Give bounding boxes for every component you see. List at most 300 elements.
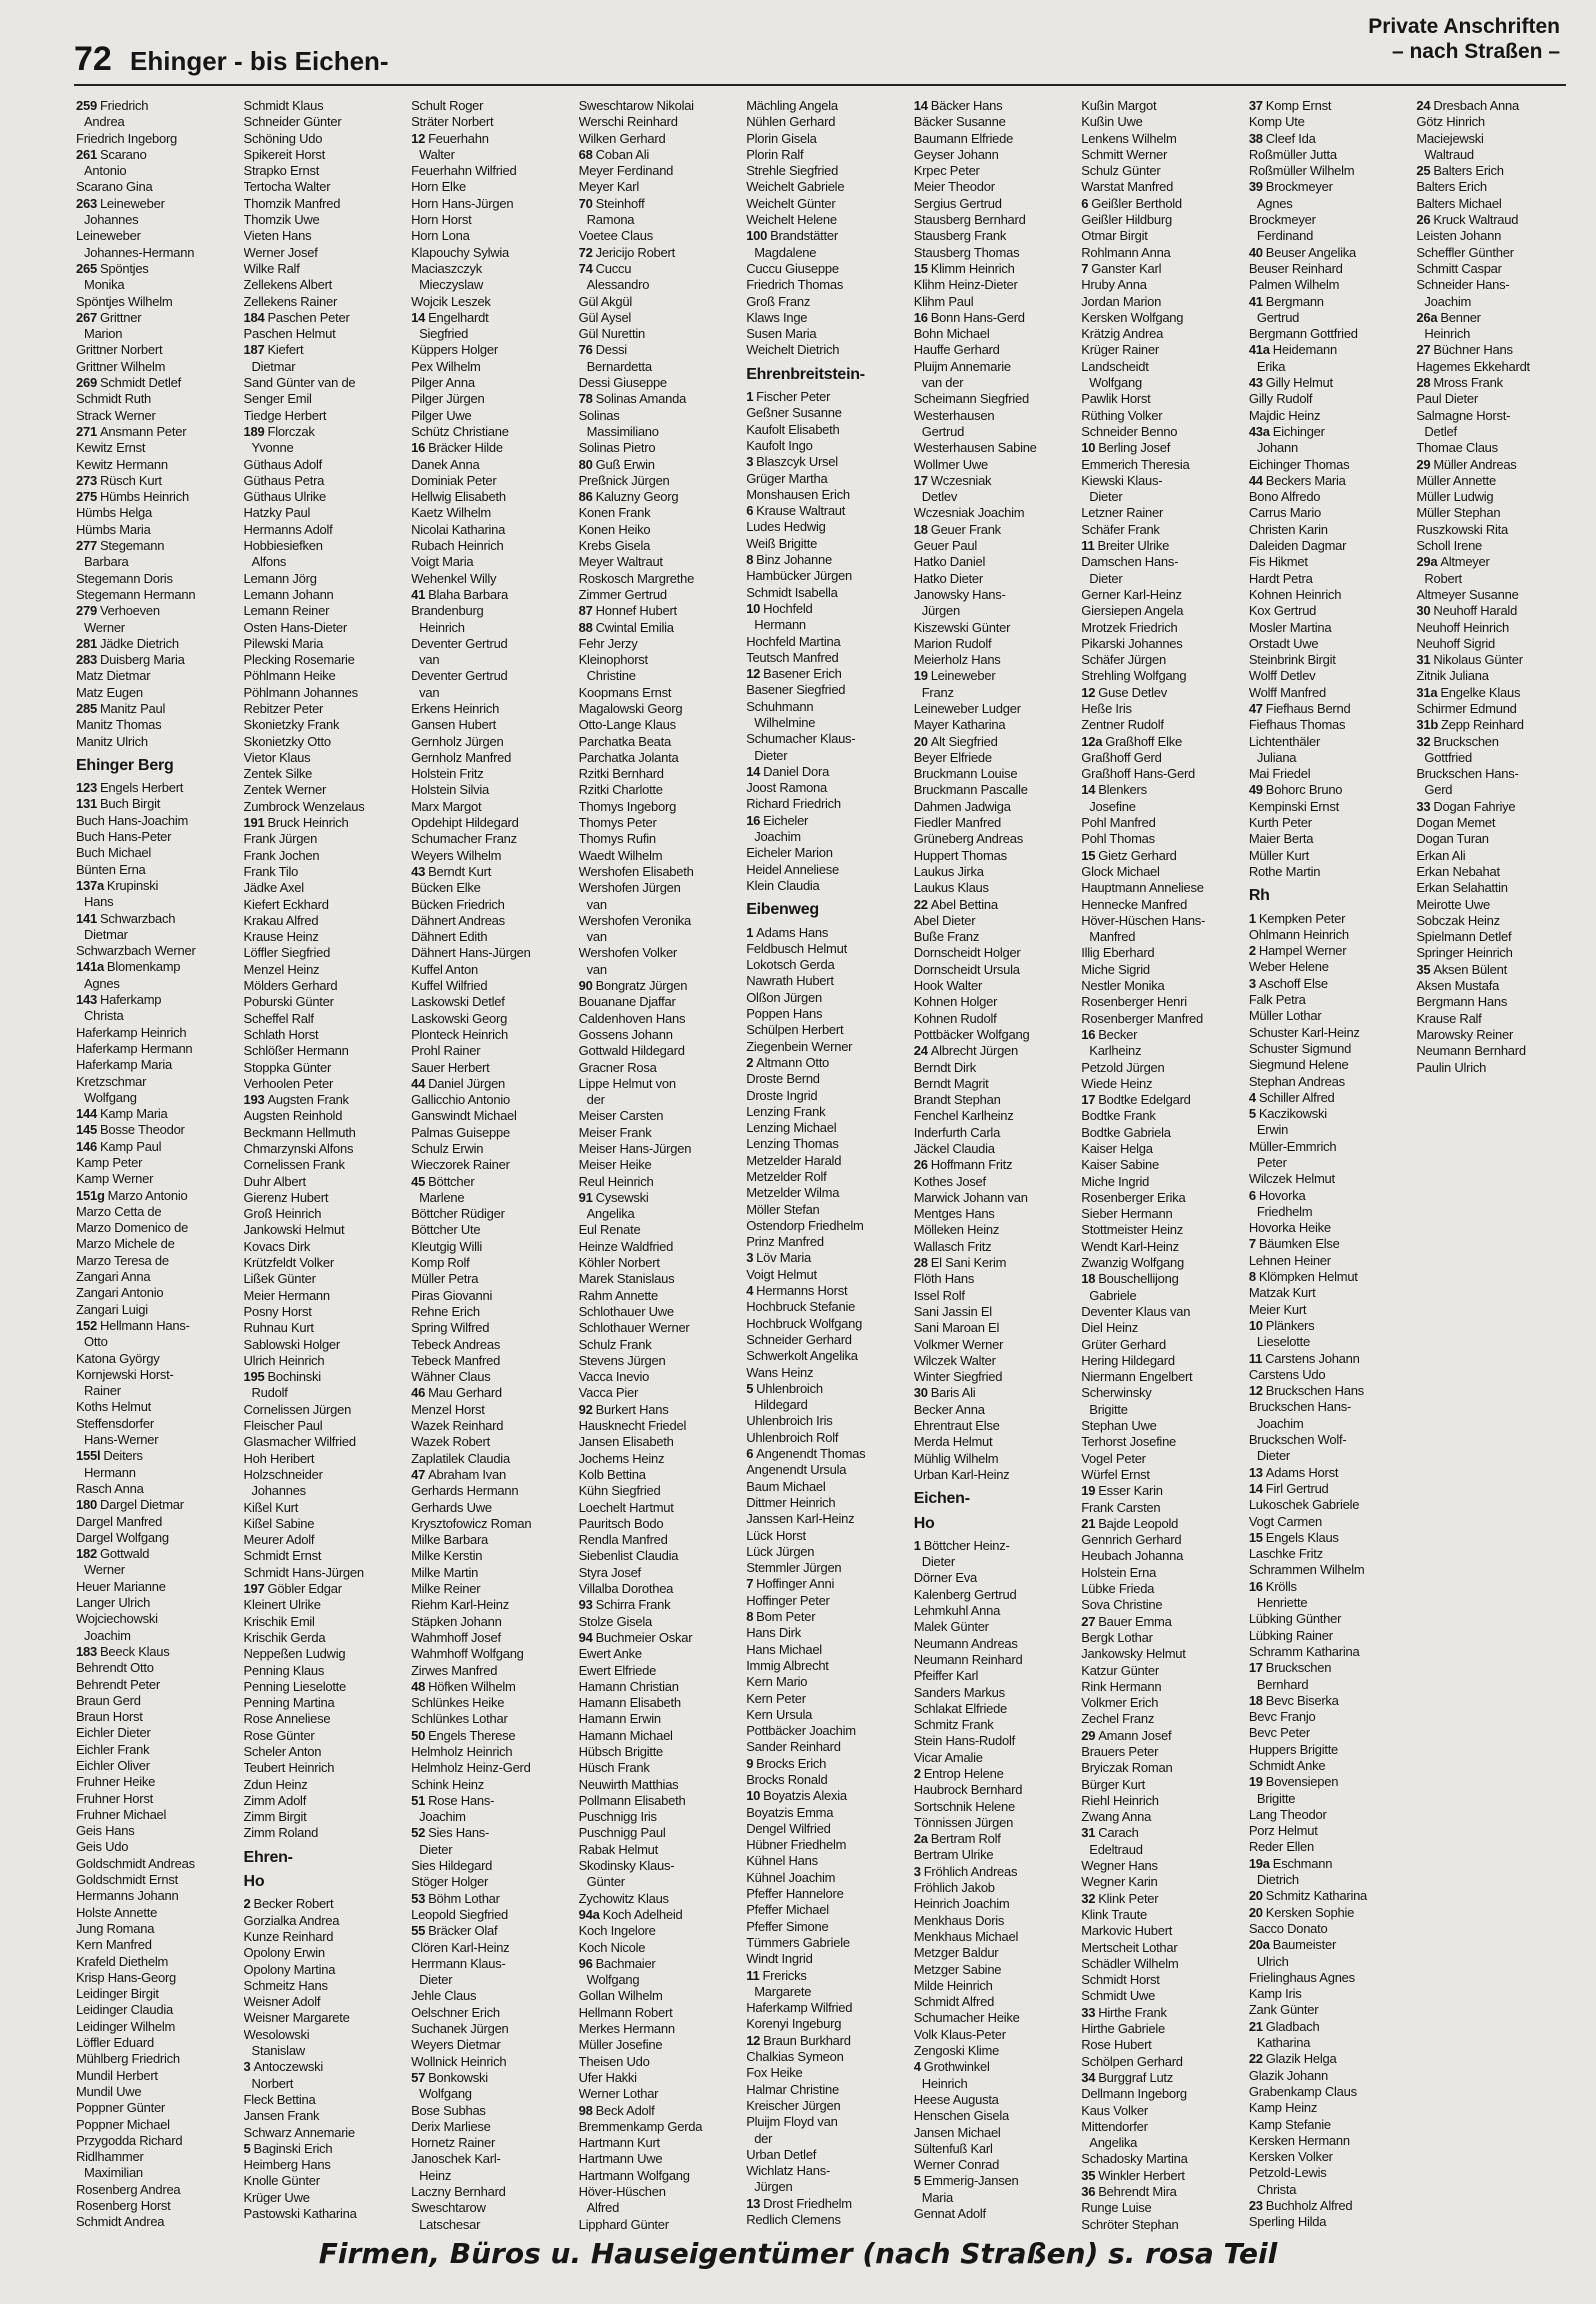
resident-name: Milke Martin	[411, 1564, 479, 1580]
resident-entry	[244, 1695, 394, 1711]
resident-name: Dellmann Ingeborg	[1081, 2086, 1187, 2102]
resident-entry	[914, 1434, 1064, 1450]
entry-continuation	[411, 277, 561, 293]
house-number: 36	[1081, 2184, 1096, 2199]
resident-name: Hoffinger Anni	[756, 1576, 835, 1592]
resident-entry	[76, 1595, 226, 1611]
resident-name: Krpec Peter	[913, 163, 980, 179]
resident-entry	[914, 1652, 1064, 1668]
resident-name: Lenkens Wilhelm	[1081, 130, 1177, 146]
entry-continuation	[1081, 799, 1231, 815]
entry-continuation	[1416, 326, 1566, 342]
resident-name: Wojcik Leszek	[411, 293, 491, 309]
resident-entry	[1416, 131, 1566, 147]
resident-entry	[746, 699, 896, 715]
resident-name: Scheffel Ralf	[243, 1010, 314, 1026]
resident-name: Johannes	[251, 1483, 306, 1499]
resident-entry	[1081, 1157, 1231, 1173]
resident-name: Stegemann Doris	[76, 570, 173, 586]
resident-entry	[244, 2190, 394, 2206]
resident-entry	[411, 636, 561, 652]
resident-entry	[411, 1646, 561, 1662]
house-number: 12	[411, 130, 426, 146]
resident-entry	[1081, 2217, 1231, 2233]
entry-continuation	[1416, 782, 1566, 798]
resident-name: Gladbach	[1265, 2018, 1320, 2034]
resident-name: Hagemes Ekkehardt	[1416, 358, 1530, 374]
resident-entry	[579, 636, 729, 652]
resident-entry	[1249, 943, 1399, 959]
resident-name: Menzel Heinz	[243, 961, 320, 977]
resident-name: Wolfgang	[1089, 375, 1142, 391]
resident-name: Hovorka	[1258, 1187, 1306, 1203]
resident-name: Burggraf Lutz	[1098, 2069, 1174, 2085]
house-number: 273	[76, 472, 97, 488]
house-number: 43a	[1248, 423, 1270, 439]
resident-name: Neppeßen Ludwig	[243, 1646, 346, 1662]
resident-entry	[746, 925, 896, 941]
resident-name: Scheler Anton	[243, 1743, 322, 1759]
resident-name: Steffensdorfer	[76, 1415, 154, 1431]
resident-entry	[914, 1385, 1064, 1401]
resident-entry	[1249, 1351, 1399, 1367]
resident-name: Zechel Franz	[1081, 1711, 1155, 1727]
resident-name: Carach	[1098, 1825, 1139, 1841]
resident-entry	[1249, 701, 1399, 717]
resident-entry	[244, 1108, 394, 1124]
resident-entry	[914, 163, 1064, 179]
resident-name: Zangari Anna	[76, 1269, 151, 1285]
resident-entry	[1081, 424, 1231, 440]
resident-entry	[746, 1169, 896, 1185]
resident-entry	[914, 1864, 1064, 1880]
entry-continuation	[579, 668, 729, 684]
resident-entry	[411, 1500, 561, 1516]
resident-entry	[1081, 1548, 1231, 1564]
resident-name: Fleck Bettina	[243, 2091, 316, 2107]
resident-name: Schirmer Edmund	[1416, 700, 1517, 716]
house-number: 195	[243, 1369, 265, 1385]
resident-entry	[579, 1174, 729, 1190]
resident-name: Dargel Wolfgang	[76, 1529, 169, 1545]
resident-name: Kißel Kurt	[243, 1499, 299, 1515]
resident-name: Kleinophorst	[578, 652, 648, 668]
resident-name: Miche Sigrid	[1081, 961, 1150, 977]
resident-entry	[1081, 1760, 1231, 1776]
resident-name: Kretzschmar	[76, 1073, 147, 1089]
resident-entry	[1081, 391, 1231, 407]
resident-name: Wans Heinz	[746, 1364, 814, 1380]
street-heading: Ehrenbreitstein-	[746, 365, 865, 383]
resident-name: Baginski Erich	[253, 2140, 333, 2156]
resident-entry	[76, 1839, 226, 1855]
resident-entry	[746, 2114, 896, 2130]
page-range: Ehinger - bis Eichen-	[130, 46, 389, 76]
resident-entry	[1081, 962, 1231, 978]
resident-name: Roskosch Margrethe	[578, 570, 695, 586]
resident-entry	[244, 212, 394, 228]
resident-name: Mittendorfer	[1081, 2118, 1148, 2134]
resident-name: Löffler Siegfried	[243, 945, 331, 961]
resident-name: Kaufolt Elisabeth	[746, 421, 840, 437]
house-number: 7	[1248, 1236, 1256, 1252]
resident-name: Engels Herbert	[99, 780, 184, 796]
resident-name: Geuer Paul	[913, 538, 977, 554]
resident-entry	[76, 440, 226, 456]
resident-entry	[1416, 701, 1566, 717]
resident-name: Spikereit Horst	[243, 146, 326, 162]
resident-name: Dietmar	[251, 358, 296, 374]
resident-name: Kaus Volker	[1081, 2102, 1148, 2118]
resident-entry	[1081, 782, 1231, 798]
house-number: 93	[578, 1597, 593, 1613]
entry-continuation	[1081, 489, 1231, 505]
resident-name: Klink Traute	[1081, 1906, 1147, 1922]
resident-name: Klimm Heinrich	[930, 260, 1015, 276]
entry-continuation	[76, 1090, 226, 1106]
resident-entry	[914, 1320, 1064, 1336]
resident-name: Frielinghaus Agnes	[1248, 1969, 1355, 1985]
resident-entry	[76, 1611, 226, 1627]
house-number: 32	[1081, 1890, 1096, 1906]
entry-continuation	[1249, 1122, 1399, 1138]
resident-entry	[1249, 1074, 1399, 1090]
resident-name: Gierenz Hubert	[243, 1189, 329, 1205]
resident-name: Wahmhoff Josef	[411, 1629, 501, 1645]
resident-entry	[76, 1253, 226, 1269]
resident-entry	[1249, 2068, 1399, 2084]
resident-entry	[746, 1039, 896, 1055]
resident-entry	[244, 1369, 394, 1385]
resident-name: Horn Horst	[411, 212, 472, 228]
resident-entry	[1081, 1222, 1231, 1238]
entry-continuation	[244, 2043, 394, 2059]
resident-name: Kamp Peter	[76, 1155, 143, 1170]
resident-entry	[914, 782, 1064, 798]
resident-entry	[244, 408, 394, 424]
resident-name: Jankowski Helmut	[243, 1222, 345, 1238]
resident-entry	[411, 1483, 561, 1499]
resident-entry	[1249, 489, 1399, 505]
resident-name: Güthaus Ulrike	[243, 489, 327, 505]
house-number: 51	[411, 1792, 426, 1808]
resident-entry	[1249, 1383, 1399, 1399]
resident-name: Kruck Waltraud	[1433, 212, 1519, 228]
resident-name: Esser Karin	[1098, 1483, 1163, 1499]
resident-name: Antoczewski	[253, 2059, 324, 2075]
resident-name: Hermann	[754, 617, 806, 633]
resident-entry	[1081, 2070, 1231, 2086]
resident-name: Maier Berta	[1248, 831, 1314, 847]
resident-entry	[244, 1125, 394, 1141]
resident-entry	[914, 1587, 1064, 1603]
resident-name: Lang Theodor	[1248, 1806, 1327, 1822]
footer-note: Firmen, Büros u. Hauseigentümer (nach Straßen) s. rosa Teil	[318, 2237, 1278, 2270]
resident-name: Wolff Detlev	[1248, 668, 1316, 684]
resident-name: Poburski Günter	[243, 994, 334, 1010]
resident-name: Ridlhammer	[76, 2149, 144, 2165]
house-number: 10	[746, 1788, 761, 1804]
resident-entry	[1249, 1644, 1399, 1660]
resident-name: Bräcker Hilde	[428, 440, 503, 456]
entry-continuation	[411, 2168, 561, 2184]
resident-entry	[746, 487, 896, 503]
resident-entry	[746, 1234, 896, 1250]
resident-name: Dähnert Andreas	[411, 912, 505, 928]
resident-name: Krause Waltraut	[756, 503, 846, 519]
resident-name: Behrendt Peter	[76, 1676, 160, 1692]
resident-entry	[1081, 913, 1231, 929]
entry-continuation	[76, 2165, 226, 2181]
resident-name: Kaetz Wilhelm	[411, 505, 491, 521]
resident-entry	[746, 277, 896, 293]
resident-name: Erwin	[1256, 1122, 1289, 1138]
resident-entry	[914, 1962, 1064, 1978]
resident-entry	[1416, 375, 1566, 391]
resident-entry	[76, 1807, 226, 1823]
resident-entry	[76, 131, 226, 147]
resident-entry	[76, 1725, 226, 1741]
resident-name: Koopmans Ernst	[578, 684, 672, 700]
resident-name: Lehmkuhl Anna	[913, 1603, 1001, 1619]
resident-name: Gennrich Gerhard	[1081, 1532, 1182, 1548]
resident-entry	[914, 1190, 1064, 1206]
resident-name: van	[586, 961, 607, 977]
resident-entry	[914, 1717, 1064, 1733]
resident-entry	[746, 536, 896, 552]
resident-name: Leineweber	[99, 195, 165, 211]
resident-name: Horn Hans-Jürgen	[411, 195, 514, 211]
resident-name: Schmitt Caspar	[1416, 260, 1502, 276]
resident-name: Maciejewski	[1416, 130, 1484, 146]
resident-entry	[914, 978, 1064, 994]
resident-name: Dogan Memet	[1416, 815, 1496, 831]
resident-name: Pastowski Katharina	[243, 2206, 357, 2221]
resident-entry	[76, 1236, 226, 1252]
resident-name: Menkhaus Michael	[913, 1928, 1019, 1944]
resident-name: Höver-Hüschen	[578, 2184, 666, 2199]
resident-name: Zimmer Gertrud	[578, 586, 667, 602]
resident-entry	[746, 2098, 896, 2114]
resident-name: Stegemann	[99, 538, 165, 554]
resident-entry	[579, 2037, 729, 2053]
resident-name: Haferkamp	[99, 992, 162, 1008]
street-heading: Ehren-	[243, 1848, 293, 1866]
resident-name: Konen Frank	[578, 505, 651, 521]
resident-name: Mundil Herbert	[76, 2067, 158, 2083]
resident-name: Wazek Robert	[411, 1434, 490, 1450]
resident-entry	[746, 1919, 896, 1935]
resident-name: Franz	[921, 684, 954, 700]
resident-entry	[411, 1239, 561, 1255]
resident-entry	[76, 1351, 226, 1367]
resident-entry	[1081, 179, 1231, 195]
house-number: 16	[1081, 1026, 1096, 1042]
resident-name: Mentges Hans	[913, 1206, 995, 1222]
resident-entry	[76, 2068, 226, 2084]
resident-name: Schirra Frank	[595, 1597, 671, 1613]
resident-name: Dieter	[419, 1841, 453, 1857]
resident-name: Hennecke Manfred	[1081, 896, 1188, 912]
resident-name: Krölls	[1265, 1578, 1297, 1594]
resident-name: Bücken Friedrich	[411, 896, 505, 912]
house-number: 29	[1081, 1727, 1096, 1743]
resident-name: Wichlatz Hans-	[746, 2163, 831, 2179]
resident-entry	[1081, 2119, 1231, 2135]
resident-entry	[746, 780, 896, 796]
resident-name: Tönnissen Jürgen	[913, 1814, 1014, 1830]
resident-name: Andrea	[84, 114, 125, 130]
resident-name: Wilczek Helmut	[1248, 1171, 1335, 1187]
resident-entry	[1081, 831, 1231, 847]
resident-name: Bodtke Frank	[1081, 1108, 1156, 1124]
resident-entry	[411, 408, 561, 424]
resident-entry	[1249, 326, 1399, 342]
resident-entry	[914, 880, 1064, 896]
resident-name: Sacco Donato	[1248, 1920, 1328, 1936]
resident-name: Runge Luise	[1081, 2200, 1152, 2216]
resident-entry	[411, 375, 561, 391]
resident-entry	[411, 2200, 561, 2216]
resident-entry	[1249, 261, 1399, 277]
resident-entry	[76, 2133, 226, 2149]
resident-entry	[244, 897, 394, 913]
resident-name: Buch Birgit	[99, 796, 161, 812]
resident-entry	[579, 1777, 729, 1793]
resident-name: Majdic Heinz	[1248, 407, 1321, 423]
resident-name: Maciaszczyk	[411, 260, 483, 276]
resident-entry	[1081, 1565, 1231, 1581]
resident-name: Heinrich Joachim	[913, 1896, 1010, 1912]
house-number: 16	[1248, 1578, 1263, 1594]
resident-name: Petzold-Lewis	[1248, 2165, 1327, 2181]
resident-name: Grittner Norbert	[76, 342, 163, 358]
resident-name: Pfeffer Michael	[746, 1902, 829, 1918]
house-number: 189	[243, 423, 265, 439]
resident-entry	[579, 799, 729, 815]
resident-name: Gilly Rudolf	[1248, 391, 1313, 407]
resident-name: Kißel Sabine	[243, 1515, 315, 1531]
resident-entry	[1416, 212, 1566, 228]
resident-entry	[244, 1353, 394, 1369]
resident-name: Falk Petra	[1248, 992, 1306, 1008]
resident-name: Sani Jassin El	[913, 1303, 992, 1319]
resident-entry	[1249, 1432, 1399, 1448]
resident-entry	[1249, 636, 1399, 652]
resident-entry	[746, 147, 896, 163]
resident-entry	[746, 1935, 896, 1951]
house-number: 74	[578, 260, 593, 276]
resident-entry	[1081, 1630, 1231, 1646]
resident-entry	[914, 1369, 1064, 1385]
resident-entry	[1081, 1027, 1231, 1043]
resident-entry	[746, 1462, 896, 1478]
resident-entry	[411, 440, 561, 456]
resident-name: Kaiser Helga	[1081, 1141, 1153, 1156]
resident-entry	[914, 1636, 1064, 1652]
resident-name: Dargel Manfred	[76, 1513, 163, 1529]
resident-name: Wilhelmine	[754, 714, 816, 730]
resident-entry	[244, 2059, 394, 2075]
resident-entry	[1081, 2037, 1231, 2053]
resident-entry	[244, 913, 394, 929]
resident-entry	[244, 424, 394, 440]
resident-entry	[746, 1381, 896, 1397]
resident-entry	[244, 179, 394, 195]
resident-entry	[411, 1614, 561, 1630]
resident-entry	[1249, 163, 1399, 179]
resident-name: Klihm Paul	[913, 293, 974, 309]
resident-entry	[76, 652, 226, 668]
resident-entry	[411, 424, 561, 440]
house-number: 18	[913, 521, 928, 537]
resident-entry	[244, 1532, 394, 1548]
resident-name: Gertrud	[1256, 309, 1300, 325]
resident-name: Laukus Jirka	[913, 863, 984, 879]
resident-entry	[746, 845, 896, 861]
resident-name: Krebs Gisela	[578, 538, 651, 554]
resident-entry	[1249, 212, 1399, 228]
resident-entry	[244, 228, 394, 244]
resident-name: Eicheler Marion	[746, 845, 833, 861]
resident-name: Zdun Heinz	[243, 1776, 308, 1792]
resident-entry	[1249, 1986, 1399, 2002]
resident-name: Caldenhoven Hans	[578, 1010, 686, 1026]
resident-entry	[579, 326, 729, 342]
resident-name: Berling Josef	[1098, 440, 1171, 456]
resident-name: Gottwald Hildegard	[578, 1043, 685, 1059]
resident-entry	[579, 1842, 729, 1858]
resident-name: Sies Hans-	[428, 1825, 490, 1841]
entry-continuation	[411, 652, 561, 668]
entry-continuation	[76, 326, 226, 342]
resident-name: Holstein Erna	[1081, 1564, 1157, 1580]
resident-name: Wilczek Walter	[913, 1352, 996, 1368]
resident-name: Bauer Emma	[1098, 1613, 1172, 1629]
house-number: 143	[76, 992, 97, 1008]
resident-entry	[579, 1597, 729, 1613]
resident-entry	[244, 261, 394, 277]
resident-entry	[579, 1483, 729, 1499]
resident-entry	[579, 310, 729, 326]
resident-entry	[746, 957, 896, 973]
resident-name: Marwick Johann van	[913, 1189, 1028, 1205]
resident-name: Pawlik Horst	[1081, 391, 1151, 407]
resident-name: Werschi Reinhard	[578, 114, 678, 130]
house-number: 145	[76, 1122, 97, 1138]
house-number: 6	[746, 503, 754, 519]
resident-entry	[1081, 522, 1231, 538]
resident-name: Mölleken Heinz	[913, 1222, 1000, 1238]
entry-continuation	[76, 927, 226, 943]
resident-name: Brigitte	[1256, 1790, 1296, 1806]
resident-entry	[914, 587, 1064, 603]
resident-name: Schulz Günter	[1081, 163, 1161, 179]
entry-continuation	[411, 620, 561, 636]
resident-entry	[1081, 1728, 1231, 1744]
resident-entry	[1081, 668, 1231, 684]
resident-entry	[746, 1348, 896, 1364]
resident-name: Cleef Ida	[1265, 130, 1316, 146]
entry-continuation	[1249, 196, 1399, 212]
resident-name: Jäckel Claudia	[913, 1141, 995, 1156]
resident-name: Stoppka Günter	[243, 1059, 332, 1075]
entry-continuation	[579, 424, 729, 440]
house-number: 26	[1416, 212, 1431, 228]
resident-entry	[244, 994, 394, 1010]
resident-entry	[914, 522, 1064, 538]
resident-entry	[1081, 1597, 1231, 1613]
